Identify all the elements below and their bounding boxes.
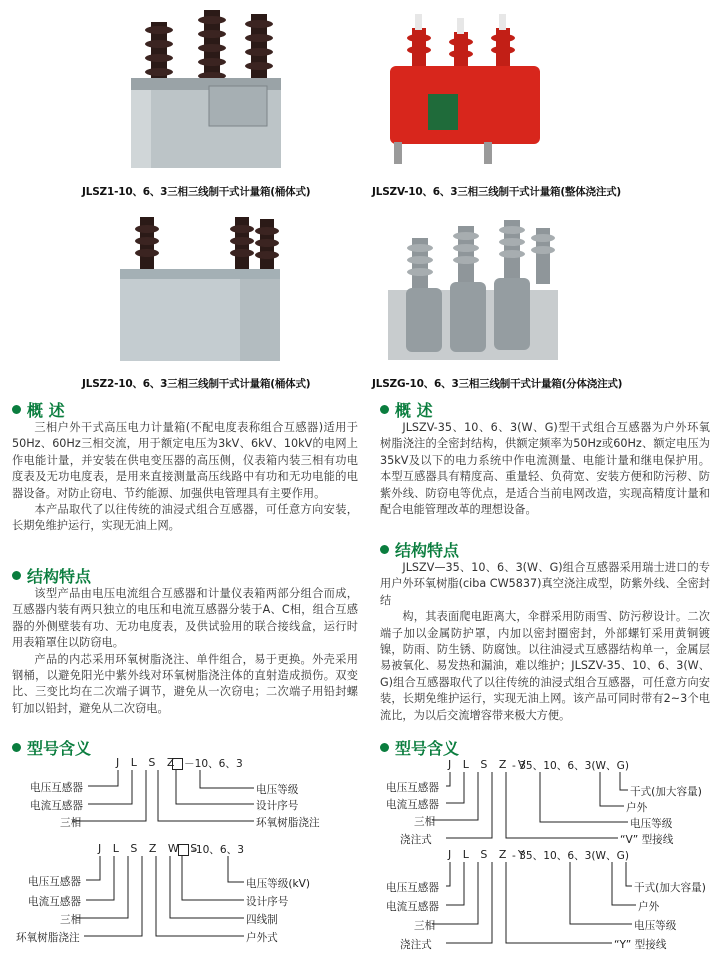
section-heading: 型号含义 xyxy=(12,736,91,758)
model-code: J L S Z Y xyxy=(448,848,529,861)
model-label: 设计序号 xyxy=(256,800,299,812)
model-code: J L S Z W S xyxy=(98,842,202,855)
paragraph: 本产品取代了以往传统的油浸式组合互感器，可任意方向安装，长期免维护运行，实现无油上网。 xyxy=(12,503,358,533)
paragraph: 构，其表面爬电距离大，伞群采用防雨雪、防污秽设计。二次端子加以金属防护罩，内加以密封圈密封，外部螺钉采用黄铜镀镍，防雨、防生锈、防腐蚀。以往油浸式互感器结构单一，金属层易被氧化、易发热和漏油，难以维护；JLSZV-35、10、6、3(W、G)组合互感器取代了以往传统的油浸式组合互感器，可任意方向安装，长期免维护运行，实现无油上网。该产品可同时带有2~3个电流比，为以后交流增容带来极大方便。 xyxy=(380,610,710,722)
model-code: J L S Z V xyxy=(448,758,530,771)
paragraph: JLSZV-35、10、6、3(W、G)型干式组合互感器为户外环氧树脂浇注的全密封结构，供额定频率为50Hz或60Hz、额定电压为35kV及以下的电力系统中作电流测量、电能计量和继电保护用。本型互感器具有精度高、重量轻、负荷宽、安装方便和防污秽、防紫外线、防窃电等优点，是适合当前电网改造，实现高精度计量和配合电能管理改革的理想设备。 xyxy=(380,421,710,517)
paragraph: 三相户外干式高压电力计量箱(不配电度表称组合互感器)适用于50Hz、60Hz三相交流，用于额定电压为3kV、6kV、10kV的电网上作电能计量，并安装在供电变压器的高压侧，仪表箱内装三相有功电度表及无功电度表，是用来直接测量高压线路中有功和无功电能的电器设备。对防止窃电、节约能源、加强供电管理具有主要作用。 xyxy=(12,421,358,500)
model-suffix: －10、6、3 xyxy=(184,758,243,770)
model-label: 电压互感器 xyxy=(386,882,439,894)
model-label: 户外 xyxy=(638,901,660,913)
model-suffix: - 35、10、6、3(W、G) xyxy=(512,760,629,772)
paragraph: JLSZV—35、10、6、3(W、G)组合互感器采用瑞士进口的专用户外环氧树脂(ciba CW5837)真空浇注成型，防紫外线、全密封结 xyxy=(380,561,710,607)
model-label: 电流互感器 xyxy=(30,800,83,812)
product-caption: JLSZG-10、6、3三相三线制干式计量箱(分体浇注式) xyxy=(372,378,623,390)
model-label: 三相 xyxy=(414,920,436,932)
section-heading: 概 述 xyxy=(12,398,358,420)
product-caption: JLSZ1-10、6、3三相三线制干式计量箱(桶体式) xyxy=(82,186,311,198)
model-label: “V” 型接线 xyxy=(620,834,674,846)
section-heading: 结构特点 xyxy=(380,538,710,560)
model-label: 电流互感器 xyxy=(386,799,439,811)
product-caption: JLSZV-10、6、3三相三线制干式计量箱(整体浇注式) xyxy=(372,186,622,198)
model-suffix: -10、6、3 xyxy=(192,844,244,856)
model-label: 电压等级 xyxy=(630,818,673,830)
model-label: 户外式 xyxy=(246,932,278,944)
model-label: “Y” 型接线 xyxy=(614,939,667,951)
model-label: 浇注式 xyxy=(400,939,432,951)
product-caption: JLSZ2-10、6、3三相三线制干式计量箱(桶体式) xyxy=(82,378,311,390)
model-label: 电压互感器 xyxy=(386,782,439,794)
model-label: 电压等级(kV) xyxy=(246,878,311,890)
model-label: 户外 xyxy=(626,802,648,814)
model-label: 环氧树脂浇注 xyxy=(256,817,320,829)
section-heading: 型号含义 xyxy=(380,736,459,758)
model-label: 三相 xyxy=(60,817,82,829)
model-label: 环氧树脂浇注 xyxy=(16,932,80,944)
section-heading: 概 述 xyxy=(380,398,710,420)
paragraph: 该型产品由电压电流组合互感器和计量仪表箱两部分组合而成，互感器内装有两只独立的电压和电流互感器分装于A、C相，组合互感器的外侧壁装有功、无功电度表，及供试验用的联合接线盒，运行时用表箱罩住以防窃电。 xyxy=(12,587,358,650)
model-suffix: - 35、10、6、3(W、G) xyxy=(512,850,629,862)
model-label: 电流互感器 xyxy=(28,896,81,908)
model-code: J L S Z xyxy=(116,756,179,769)
model-label: 干式(加大容量) xyxy=(634,882,706,894)
model-label: 干式(加大容量) xyxy=(630,786,702,798)
model-label: 电压等级 xyxy=(256,784,299,796)
paragraph: 产品的内芯采用环氧树脂浇注、单件组合，易于更换。外壳采用钢桶，以避免阳光中紫外线对环氧树脂浇注体的直射造成损伤。双变比、三变比均在二次端子调节，避免从一次窃电；二次端子用铅封螺钉加以铅封，避免从二次窃电。 xyxy=(12,652,358,715)
model-label: 电压等级 xyxy=(634,920,677,932)
model-label: 设计序号 xyxy=(246,896,289,908)
model-label: 四线制 xyxy=(246,914,278,926)
model-label: 电流互感器 xyxy=(386,901,439,913)
section-heading: 结构特点 xyxy=(12,564,358,586)
model-label: 三相 xyxy=(414,816,436,828)
model-label: 浇注式 xyxy=(400,834,432,846)
model-label: 电压互感器 xyxy=(30,782,83,794)
model-label: 电压互感器 xyxy=(28,876,81,888)
model-label: 三相 xyxy=(60,914,82,926)
